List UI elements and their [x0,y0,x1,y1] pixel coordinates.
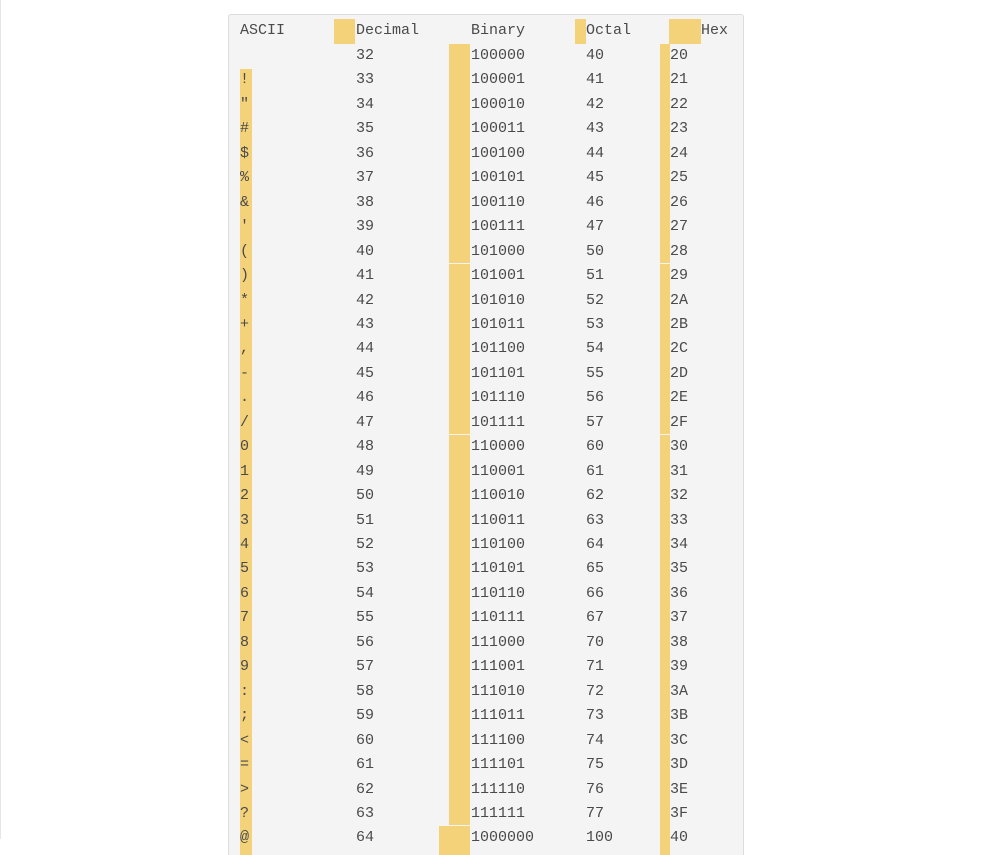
cell-octal: 54 [586,340,605,358]
cell-binary: 111101 [471,756,526,774]
cell-binary: 110011 [471,511,526,529]
cell-decimal: 54 [356,584,375,602]
cell-ascii: 0 [240,438,250,456]
cell-ascii: ; [240,707,250,725]
cell-ascii: 8 [240,633,250,651]
cell-decimal: 37 [356,169,375,187]
cell-octal: 60 [586,438,605,456]
cell-decimal: 35 [356,120,375,138]
cell-hex: 3F [670,804,689,822]
cell-hex: 21 [670,71,689,89]
cell-hex: 3D [670,756,689,774]
cell-decimal: 56 [356,633,375,651]
cell-decimal: 34 [356,95,375,113]
table-row [229,533,743,557]
cell-octal: 52 [586,291,605,309]
cell-octal: 50 [586,242,605,260]
cell-octal: 70 [586,633,605,651]
cell-hex: 39 [670,658,689,676]
cell-decimal: 40 [356,242,375,260]
cell-ascii: " [240,95,250,113]
cell-decimal: 32 [356,47,375,64]
cell-binary: 110110 [471,584,526,602]
cell-hex: 23 [670,120,689,138]
cell-octal: 64 [586,536,605,553]
cell-ascii: 2 [240,487,250,505]
table-row [229,435,743,459]
table-row [229,778,743,802]
table-row [229,802,743,826]
cell-hex: 27 [670,218,689,236]
cell-hex: 20 [670,47,689,64]
cell-ascii: & [240,193,250,211]
cell-octal: 71 [586,658,605,676]
cell-hex: 2F [670,413,689,431]
table-row [229,557,743,581]
table-row [229,264,743,288]
cell-binary: 111001 [471,658,526,676]
cell-octal: 44 [586,144,605,162]
cell-binary: 101101 [471,364,526,382]
cell-decimal: 33 [356,71,375,89]
cell-ascii: > [240,780,250,798]
table-row [229,680,743,704]
cell-binary: 100111 [471,218,526,236]
cell-binary: 100011 [471,120,526,138]
cell-ascii: 3 [240,511,250,529]
table-row [229,337,743,361]
cell-ascii: % [240,169,250,187]
cell-binary: 101001 [471,267,526,285]
header-octal: Octal [586,22,632,39]
cell-ascii: / [240,413,250,431]
cell-decimal: 45 [356,364,375,382]
cell-hex: 30 [670,438,689,456]
cell-binary: 111100 [471,731,526,749]
cell-hex: 22 [670,95,689,113]
cell-ascii: 1 [240,462,250,480]
table-row [229,704,743,728]
cell-ascii: ? [240,804,250,822]
cell-ascii: 9 [240,658,250,676]
table-row [229,753,743,777]
cell-decimal: 63 [356,804,375,822]
cell-ascii: , [240,340,250,358]
cell-decimal: 38 [356,193,375,211]
cell-hex: 28 [670,242,689,260]
table-row [229,362,743,386]
header-decimal: Decimal [356,22,420,39]
cell-octal: 76 [586,780,605,798]
cell-octal: 47 [586,218,605,236]
cell-binary: 100100 [471,144,526,162]
cell-hex: 25 [670,169,689,187]
cell-decimal: 42 [356,291,375,309]
cell-binary: 111110 [471,780,526,798]
cell-binary: 111111 [471,804,526,822]
cell-hex: 37 [670,609,689,627]
cell-octal: 75 [586,756,605,774]
table-row [229,191,743,215]
cell-ascii: * [240,291,250,309]
cell-octal: 63 [586,511,605,529]
table-row [229,386,743,410]
cell-decimal: 57 [356,658,375,676]
cell-ascii: 6 [240,584,250,602]
cell-ascii: . [240,389,250,407]
table-row [229,313,743,337]
cell-decimal: 64 [356,829,375,847]
cell-binary: 110000 [471,438,526,456]
table-row [229,166,743,190]
cell-binary: 101111 [471,413,526,431]
cell-decimal: 50 [356,487,375,505]
cell-hex: 26 [670,193,689,211]
cell-binary: 101100 [471,340,526,358]
table-row [229,411,743,435]
cell-octal: 66 [586,584,605,602]
table-row [229,215,743,239]
cell-octal: 73 [586,707,605,725]
cell-octal: 72 [586,682,605,700]
cell-octal: 100 [586,829,614,847]
cell-decimal: 44 [356,340,375,358]
cell-hex: 29 [670,267,689,285]
header-binary: Binary [471,22,526,39]
cell-octal: 62 [586,487,605,505]
cell-hex: 40 [670,829,689,847]
cell-decimal: 36 [356,144,375,162]
cell-octal: 67 [586,609,605,627]
cell-decimal: 52 [356,536,375,553]
cell-decimal: 41 [356,267,375,285]
cell-octal: 41 [586,71,605,89]
cell-binary: 1000000 [471,829,535,847]
cell-decimal: 49 [356,462,375,480]
cell-hex: 2D [670,364,689,382]
cell-ascii: + [240,315,250,333]
cell-hex: 2E [670,389,689,407]
cell-octal: 57 [586,413,605,431]
cell-octal: 65 [586,560,605,578]
cell-decimal: 58 [356,682,375,700]
cell-octal: 77 [586,804,605,822]
cell-ascii [240,44,249,68]
cell-octal: 56 [586,389,605,407]
cell-decimal: 55 [356,609,375,627]
table-row [229,655,743,679]
table-row [229,729,743,753]
cell-octal: 53 [586,315,605,333]
cell-binary: 110001 [471,462,526,480]
cell-octal: 61 [586,462,605,480]
table-row [229,93,743,117]
cell-decimal: 46 [356,389,375,407]
cell-binary: 100010 [471,95,526,113]
cell-hex: 3E [670,780,689,798]
cell-hex: 38 [670,633,689,651]
cell-binary: 100101 [471,169,526,187]
cell-octal: 45 [586,169,605,187]
table-row [229,631,743,655]
cell-octal: 46 [586,193,605,211]
cell-decimal: 39 [356,218,375,236]
cell-octal: 43 [586,120,605,138]
cell-ascii: ) [240,267,250,285]
cell-hex: 2A [670,291,689,309]
cell-binary: 110111 [471,609,526,627]
cell-hex: 31 [670,462,689,480]
cell-octal: 40 [586,47,605,64]
table-row [229,460,743,484]
cell-ascii: 4 [240,536,250,553]
cell-decimal: 43 [356,315,375,333]
cell-ascii: ! [240,71,250,89]
cell-hex: 35 [670,560,689,578]
table-row [229,44,743,68]
cell-ascii: 7 [240,609,250,627]
cell-binary: 100001 [471,71,526,89]
cell-hex: 2B [670,315,689,333]
ascii-conversion-table [228,14,744,855]
cell-hex: 24 [670,144,689,162]
cell-decimal: 60 [356,731,375,749]
cell-hex: 33 [670,511,689,529]
header-hex: Hex [701,22,729,39]
cell-binary: 101010 [471,291,526,309]
cell-hex: 3C [670,731,689,749]
cell-decimal: 51 [356,511,375,529]
cell-binary: 101110 [471,389,526,407]
table-row [229,484,743,508]
cell-decimal: 62 [356,780,375,798]
cell-binary: 101011 [471,315,526,333]
cell-ascii: ( [240,242,250,260]
cell-octal: 55 [586,364,605,382]
cell-ascii: - [240,364,250,382]
cell-ascii: # [240,120,250,138]
cell-octal: 42 [586,95,605,113]
table-row [229,826,743,850]
cell-hex: 34 [670,536,689,553]
cell-ascii: : [240,682,250,700]
cell-decimal: 48 [356,438,375,456]
cell-binary: 110100 [471,536,526,553]
cell-binary: 110101 [471,560,526,578]
cell-hex: 3B [670,707,689,725]
cell-ascii: $ [240,144,250,162]
cell-hex: 32 [670,487,689,505]
table-row [229,68,743,92]
page-left-edge [0,0,1,839]
table-header-row [229,19,743,43]
table-row [229,606,743,630]
cell-hex: 2C [670,340,689,358]
cell-binary: 111011 [471,707,526,725]
cell-ascii: 5 [240,560,250,578]
cell-hex: 3A [670,682,689,700]
table-row [229,509,743,533]
table-row [229,582,743,606]
cell-octal: 51 [586,267,605,285]
cell-binary: 101000 [471,242,526,260]
cell-ascii: < [240,731,250,749]
cell-octal: 74 [586,731,605,749]
header-ascii: ASCII [240,22,286,39]
cell-decimal: 61 [356,756,375,774]
table-row [229,289,743,313]
cell-binary: 111010 [471,682,526,700]
cell-binary: 100110 [471,193,526,211]
cell-ascii: ' [240,218,250,236]
table-row [229,142,743,166]
cell-binary: 100000 [471,47,526,64]
cell-ascii: @ [240,829,250,847]
cell-decimal: 47 [356,413,375,431]
cell-ascii: = [240,756,250,774]
cell-decimal: 59 [356,707,375,725]
table-row [229,240,743,264]
cell-binary: 110010 [471,487,526,505]
table-row [229,117,743,141]
cell-decimal: 53 [356,560,375,578]
cell-binary: 111000 [471,633,526,651]
cell-hex: 36 [670,584,689,602]
